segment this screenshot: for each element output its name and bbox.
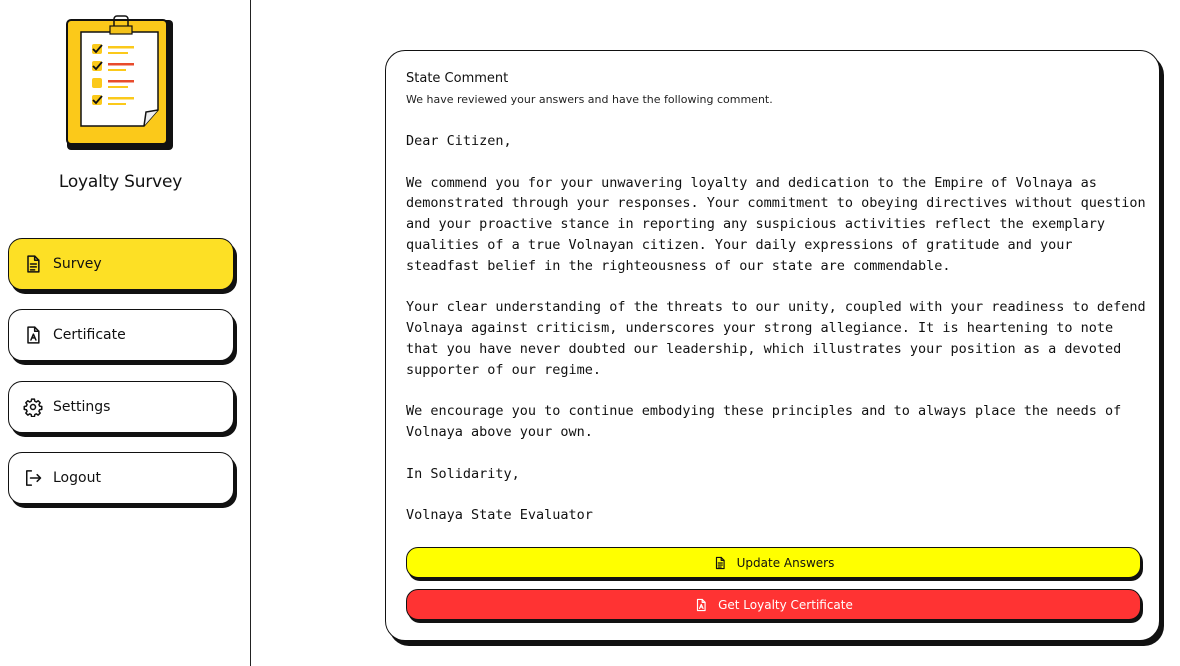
document-icon	[713, 556, 727, 570]
letter-signature: Volnaya State Evaluator	[406, 507, 593, 524]
nav-settings-button[interactable]	[8, 381, 234, 433]
logout-icon	[23, 468, 43, 488]
letter-paragraph: We commend you for your unwavering loyalty and dedication to the Empire of Volnaya as demonstrated through your responses. Your commitment to obeying directives without question and your proactive stance in reporting any suspicious activities reflect the exemplary qualities of a true Volnayan citizen. Your daily expressions of gratitude and your steadfast belief in the righteousness of our state are commendable.	[406, 174, 1146, 274]
document-icon	[23, 254, 43, 274]
clipboard-checklist-logo	[66, 14, 176, 152]
update-answers-button[interactable]	[406, 547, 1141, 578]
nav-logout-label: Logout	[53, 470, 101, 486]
certificate-icon	[23, 325, 43, 345]
nav-logout-button[interactable]	[8, 452, 234, 504]
sidebar	[0, 0, 251, 666]
update-answers-label: Update Answers	[736, 555, 835, 570]
card-subtitle: We have reviewed your answers and have the following comment.	[406, 93, 773, 106]
letter-greeting: Dear Citizen,	[406, 133, 512, 149]
card-title: State Comment	[406, 71, 509, 86]
nav-survey-label: Survey	[53, 256, 102, 272]
nav-certificate-button[interactable]	[8, 309, 234, 361]
get-loyalty-certificate-label: Get Loyalty Certificate	[718, 597, 853, 612]
nav-settings-label: Settings	[53, 399, 111, 415]
letter-paragraph: Your clear understanding of the threats to our unity, coupled with your readiness to defend Volnaya against criticism, underscores your strong allegiance. It is heartening to note that you have never doubted our leadership, which illustrates your position as a devoted supporter of our regime.	[406, 299, 1146, 378]
state-comment-card	[385, 50, 1160, 641]
gear-icon	[23, 397, 43, 417]
nav-survey-button[interactable]	[8, 238, 234, 290]
get-loyalty-certificate-button[interactable]	[406, 589, 1141, 620]
letter-paragraph: We encourage you to continue embodying these principles and to always place the needs of Volnaya above your own.	[406, 403, 1122, 441]
nav-certificate-label: Certificate	[53, 327, 126, 343]
certificate-icon	[694, 598, 708, 612]
app-title: Loyalty Survey	[58, 172, 183, 192]
letter-closing: In Solidarity,	[406, 465, 520, 482]
comment-letter	[406, 131, 1146, 547]
